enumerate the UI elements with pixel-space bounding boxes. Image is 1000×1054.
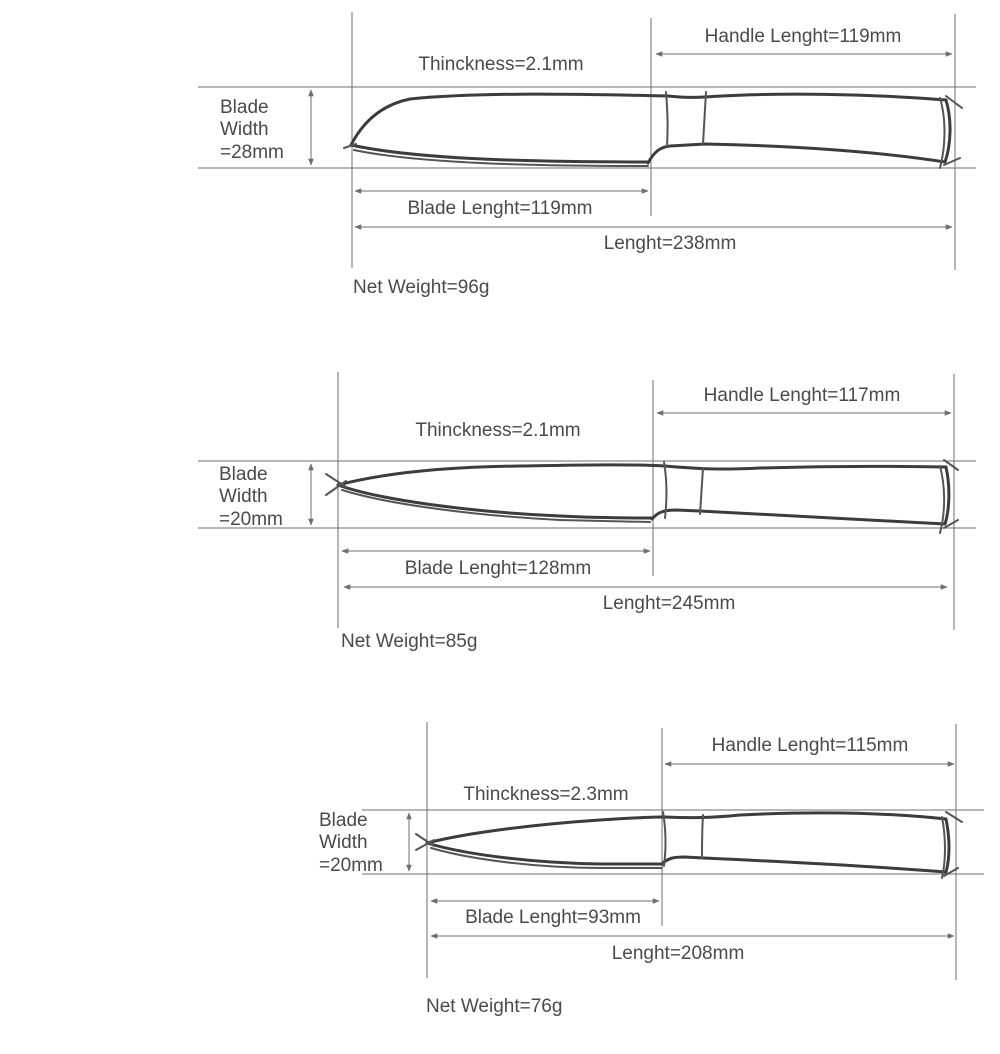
knife-1-blade-length: Blade Lenght=119mm — [407, 198, 593, 219]
knife-3-blade-width-label-1: Blade — [319, 810, 368, 831]
knife-3-total-length: Lenght=208mm — [611, 943, 745, 964]
knife-2-total-length: Lenght=245mm — [602, 593, 736, 614]
knife-1-sketch — [344, 92, 962, 168]
knife-3-thickness: Thinckness=2.3mm — [463, 784, 629, 805]
knife-2-blade-width-label-1: Blade — [219, 464, 268, 485]
knife-2-diagram — [198, 372, 976, 652]
knife-3-net-weight: Net Weight=76g — [426, 996, 563, 1017]
knife-1-blade-width-label-1: Blade — [220, 97, 269, 118]
knife-3-blade-width-label-2: Width — [319, 832, 368, 853]
knife-1-net-weight: Net Weight=96g — [353, 277, 490, 298]
knife-2-blade-width-value: =20mm — [219, 509, 283, 530]
knife-1-diagram — [198, 12, 976, 298]
knife-1-handle-length: Handle Lenght=119mm — [704, 26, 902, 47]
knife-2-handle-length: Handle Lenght=117mm — [703, 385, 901, 406]
knife-3-sketch — [416, 812, 962, 878]
knife-3-diagram — [319, 722, 984, 1017]
knife-1-blade-width-label-2: Width — [220, 119, 269, 140]
knife-1-blade-width-value: =28mm — [220, 142, 284, 163]
knife-2-thickness: Thinckness=2.1mm — [415, 420, 581, 441]
knife-3-blade-length: Blade Lenght=93mm — [465, 907, 641, 928]
knife-2-net-weight: Net Weight=85g — [341, 631, 478, 652]
knife-3-blade-width-value: =20mm — [319, 855, 383, 876]
knife-1-total-length: Lenght=238mm — [603, 233, 737, 254]
knife-2-sketch — [326, 460, 958, 533]
knife-2-blade-width-label-2: Width — [219, 486, 268, 507]
knife-2-blade-length: Blade Lenght=128mm — [404, 558, 592, 579]
knife-1-thickness: Thinckness=2.1mm — [418, 54, 584, 75]
knife-3-handle-length: Handle Lenght=115mm — [711, 735, 909, 756]
